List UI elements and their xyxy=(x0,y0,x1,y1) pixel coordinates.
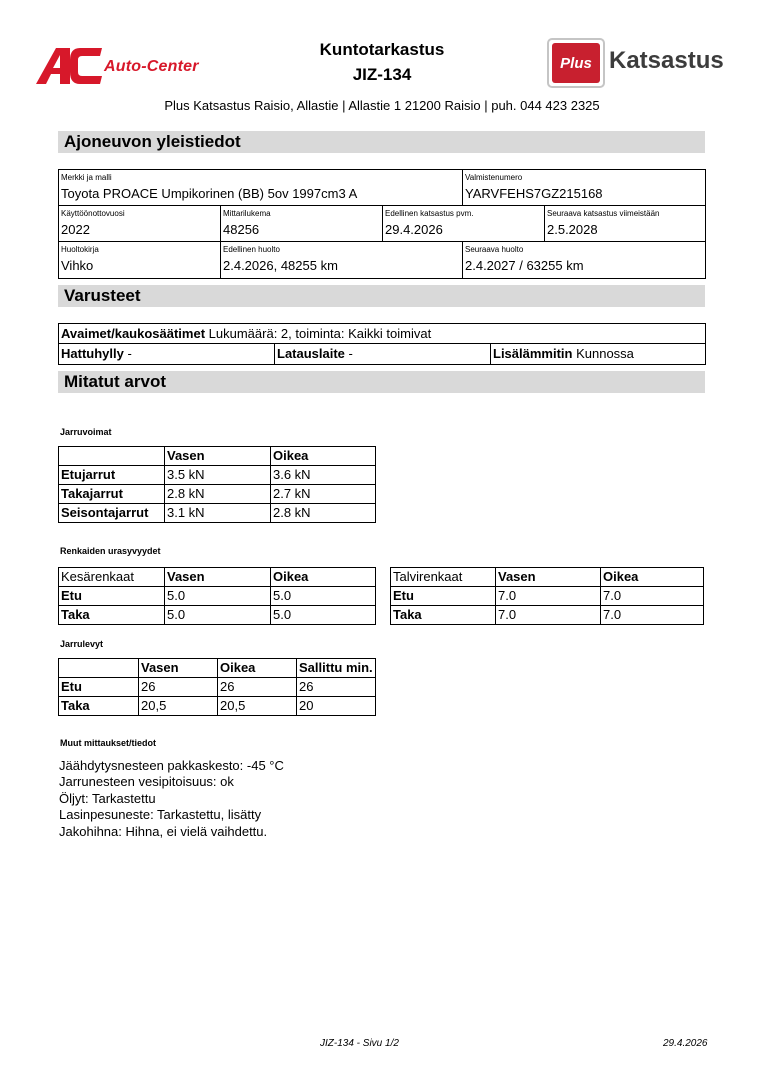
plus-badge: Plus xyxy=(547,38,605,88)
equipment-row xyxy=(59,344,705,364)
station-info: Plus Katsastus Raisio, Allastie | Allastie 1 21200 Raisio | puh. 044 423 2325 xyxy=(164,98,600,113)
list-item: Lasinpesuneste: Tarkastettu, lisätty xyxy=(59,807,262,823)
plate-number: JIZ-134 xyxy=(352,65,412,84)
service-book-cell: Huoltokirja Vihko xyxy=(59,242,221,278)
next-service-cell: Seuraava huolto 2.4.2027 / 63255 km xyxy=(465,245,584,273)
katsastus-wordmark: Katsastus xyxy=(609,47,724,74)
document-title: Kuntotarkastus xyxy=(319,40,445,59)
summer-tires-table xyxy=(58,567,376,625)
table-row: Etu 26 26 26 xyxy=(59,678,376,697)
first-registration-cell: Käyttöönottovuosi 2022 xyxy=(59,206,221,241)
vehicle-info-row xyxy=(59,206,705,242)
charger-cell: Latauslaite - xyxy=(275,344,491,364)
footer-date: 29.4.2026 xyxy=(663,1038,708,1049)
table-row: Etu 5.0 5.0 xyxy=(59,587,376,606)
table-header-row: Vasen Oikea xyxy=(59,447,376,466)
auto-center-logo xyxy=(36,46,226,86)
list-item: Öljyt: Tarkastettu xyxy=(59,790,156,806)
keys-cell: Avaimet/kaukosäätimet Lukumäärä: 2, toiminta: Kaikki toimivat xyxy=(61,326,432,341)
table-row: Seisontajarrut 3.1 kN 2.8 kN xyxy=(59,504,376,523)
list-item: Jakohihna: Hihna, ei vielä vaihdettu. xyxy=(59,823,268,839)
brake-forces-title: Jarruvoimat xyxy=(60,427,112,437)
previous-inspection-cell: Edellinen katsastus pvm. 29.4.2026 xyxy=(383,206,545,241)
brake-forces-table xyxy=(58,446,376,523)
table-row: Takajarrut 2.8 kN 2.7 kN xyxy=(59,485,376,504)
vehicle-info-row xyxy=(59,170,705,206)
table-row: Taka 7.0 7.0 xyxy=(391,606,704,625)
table-header-row: Kesärenkaat Vasen Oikea xyxy=(59,568,376,587)
vehicle-info-row xyxy=(59,242,705,278)
equipment-table xyxy=(58,323,706,365)
section-heading-general: Ajoneuvon yleistiedot xyxy=(58,131,705,153)
table-row: Taka 5.0 5.0 xyxy=(59,606,376,625)
vehicle-info-grid xyxy=(58,169,706,279)
next-inspection-cell: Seuraava katsastus viimeistään 2.5.2028 xyxy=(547,209,660,237)
vin-cell: Valmistenumero YARVFEHS7GZ215168 xyxy=(465,173,603,201)
ac-emblem-icon xyxy=(36,46,106,86)
equipment-row xyxy=(59,324,705,344)
table-row: Etujarrut 3.5 kN 3.6 kN xyxy=(59,466,376,485)
table-row: Taka 20,5 20,5 20 xyxy=(59,697,376,716)
list-item: Jarrunesteen vesipitoisuus: ok xyxy=(59,774,234,790)
other-measurements-title: Muut mittaukset/tiedot xyxy=(60,738,156,748)
brake-discs-table xyxy=(58,658,376,716)
hat-shelf-cell: Hattuhylly - xyxy=(59,344,275,364)
previous-service-cell: Edellinen huolto 2.4.2026, 48255 km xyxy=(221,242,463,278)
table-row: Etu 7.0 7.0 xyxy=(391,587,704,606)
brake-discs-title: Jarrulevyt xyxy=(60,639,104,649)
odometer-cell: Mittarilukema 48256 xyxy=(221,206,383,241)
table-header-row: Talvirenkaat Vasen Oikea xyxy=(391,568,704,587)
page-number: JIZ-134 - Sivu 1/2 xyxy=(320,1038,399,1049)
winter-tires-table xyxy=(390,567,704,625)
tread-depths-title: Renkaiden urasyvyydet xyxy=(60,546,161,556)
auto-center-wordmark: Auto-Center xyxy=(104,58,199,75)
section-heading-measured: Mitatut arvot xyxy=(58,371,705,393)
other-measurements-list xyxy=(59,758,284,840)
list-item: Jäähdytysnesteen pakkaskesto: -45 °C xyxy=(59,758,284,773)
section-heading-equipment: Varusteet xyxy=(58,285,705,307)
plus-katsastus-logo xyxy=(547,38,729,90)
make-model-cell: Merkki ja malli Toyota PROACE Umpikorinen (BB) 5ov 1997cm3 A xyxy=(59,170,463,205)
table-header-row: Vasen Oikea Sallittu min. xyxy=(59,659,376,678)
aux-heater-cell: Lisälämmitin Kunnossa xyxy=(493,346,634,361)
